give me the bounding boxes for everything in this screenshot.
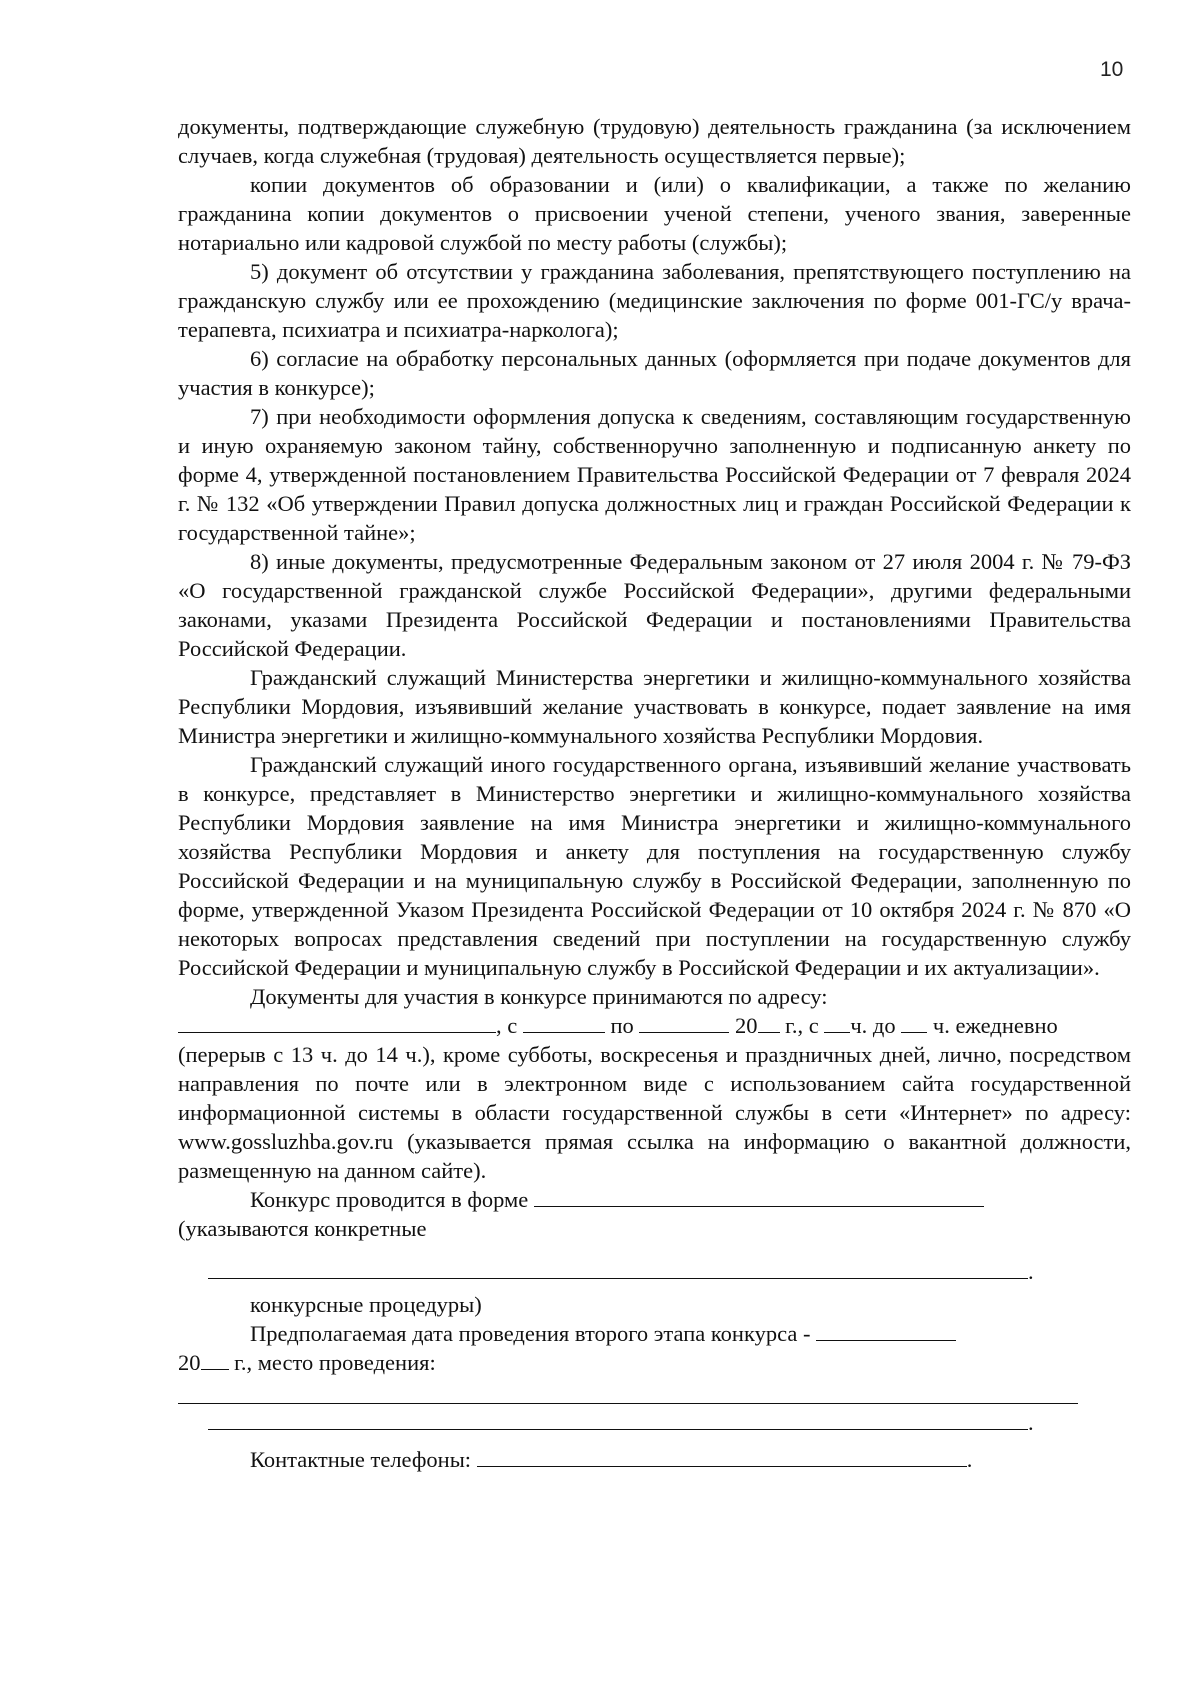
date-from-blank bbox=[523, 1013, 605, 1033]
paragraph-education-copies: копии документов об образовании и (или) о квалификации, а также по желанию гражданина копии документов о присвоении ученой степени, ученого звания, заверенные нотариально или кадровой службой по месту работы (службы); bbox=[178, 172, 1131, 255]
stage2-date-blank bbox=[816, 1321, 956, 1341]
label-to: по bbox=[610, 1013, 634, 1038]
paragraph-other-employee: Гражданский служащий иного государственного органа, изъявивший желание участвовать в конкурсе, представляет в Министерство энергетики и жилищно-коммунального хозяйства Республики Мордовия заявление на имя Министра энергетики и жилищно-коммунального хозяйства Республики Мордовия и анкету для поступления на государственную службу Российской Федерации и на муниципальную службу в Российской Федерации, заполненную по форме, утвержденной Указом Президента Российской Федерации от 10 октября 2024 г. № 870 «О некоторых вопросах представления сведений при поступлении на государственную службу Российской Федерации и муниципальную службу в Российской Федерации и их актуализации». bbox=[178, 752, 1131, 980]
stage2-place-label: г., место проведения: bbox=[234, 1350, 436, 1375]
competition-hint-line: (указываются конкретные bbox=[178, 1216, 427, 1241]
paragraph-item-5: 5) документ об отсутствии у гражданина заболевания, препятствующего поступлению на гражданскую службу или ее прохождению (медицинские заключения по форме 001-ГС/у врача-терапевта, психиатра и психиатра-нарколога); bbox=[178, 259, 1131, 342]
label-hour-to: ч. до bbox=[850, 1013, 896, 1038]
stage2-year-blank bbox=[201, 1350, 229, 1370]
phones-label: Контактные телефоны: bbox=[250, 1447, 472, 1472]
phones-blank bbox=[477, 1447, 967, 1467]
label-from: , с bbox=[496, 1013, 518, 1038]
stage2-place-line bbox=[178, 1348, 1131, 1377]
paragraph-documents-address: Документы для участия в конкурсе принимаются по адресу: bbox=[250, 984, 828, 1009]
place-period: . bbox=[1028, 1410, 1034, 1435]
address-blank bbox=[178, 1013, 496, 1033]
stage2-date-line bbox=[178, 1319, 1131, 1348]
competition-hint-line-2: конкурсные процедуры) bbox=[250, 1292, 482, 1317]
phones-line bbox=[178, 1445, 1131, 1474]
procedures-blank bbox=[208, 1259, 1028, 1279]
paragraph-ministry-employee: Гражданский служащий Министерства энергетики и жилищно-коммунального хозяйства Республики Мордовия, изъявивший желание участвовать в конкурсе, подает заявление на имя Министра энергетики и жилищно-коммунального хозяйства Республики Мордовия. bbox=[178, 665, 1131, 748]
year-blank bbox=[758, 1013, 780, 1033]
address-schedule-line bbox=[178, 1011, 1131, 1040]
hour-to-blank bbox=[901, 1013, 927, 1033]
label-year: 20 bbox=[735, 1013, 758, 1038]
page-number: 10 bbox=[1100, 58, 1124, 81]
paragraph-item-8: 8) иные документы, предусмотренные Федеральным законом от 27 июля 2004 г. № 79-ФЗ «О государственной гражданской службе Российской Федерации», другими федеральными законами, указами Президента Российской Федерации и постановлениями Правительства Российской Федерации. bbox=[178, 549, 1131, 661]
hour-from-blank bbox=[824, 1013, 850, 1033]
paragraph-service-documents: документы, подтверждающие служебную (трудовую) деятельность гражданина (за исключением случаев, когда служебная (трудовая) деятельность осуществляется первые); bbox=[178, 114, 1131, 168]
paragraph-break-and-submission: (перерыв с 13 ч. до 14 ч.), кроме субботы, воскресенья и праздничных дней, лично, посредством направления по почте или в электронном виде с использованием сайта государственной информационной системы в области государственной службы в сети «Интернет» по адресу: www.gossluzhba.gov.ru (указывается прямая ссылка на информацию о вакантной должности, размещенную на данном сайте). bbox=[178, 1042, 1131, 1183]
phones-period: . bbox=[966, 1447, 973, 1472]
place-blank-1 bbox=[178, 1381, 1078, 1404]
procedures-period: . bbox=[1028, 1259, 1034, 1284]
paragraph-item-6: 6) согласие на обработку персональных данных (оформляется при подаче документов для участия в конкурсе); bbox=[178, 346, 1131, 400]
stage2-date-label: Предполагаемая дата проведения второго этапа конкурса - bbox=[250, 1321, 811, 1346]
stage2-year-label: 20 bbox=[178, 1350, 201, 1375]
label-year-from: г., с bbox=[785, 1013, 819, 1038]
place-blank-line-2 bbox=[208, 1408, 1131, 1437]
document-body bbox=[178, 112, 1131, 1474]
paragraph-item-7: 7) при необходимости оформления допуска к сведениям, составляющим государственную и иную охраняемую законом тайну, собственноручно заполненную и подписанную анкету по форме 4, утвержденной постановлением Правительства Российской Федерации от 7 февраля 2024 г. № 132 «Об утверждении Правил допуска должностных лиц и граждан Российской Федерации к государственной тайне»; bbox=[178, 404, 1131, 545]
competition-form-blank bbox=[534, 1187, 984, 1207]
label-daily: ч. ежедневно bbox=[932, 1013, 1058, 1038]
date-to-blank bbox=[639, 1013, 729, 1033]
competition-form-line bbox=[178, 1185, 1131, 1214]
procedures-blank-line bbox=[208, 1257, 1034, 1286]
competition-form-label: Конкурс проводится в форме bbox=[250, 1187, 529, 1212]
place-blank-2 bbox=[208, 1410, 1028, 1430]
